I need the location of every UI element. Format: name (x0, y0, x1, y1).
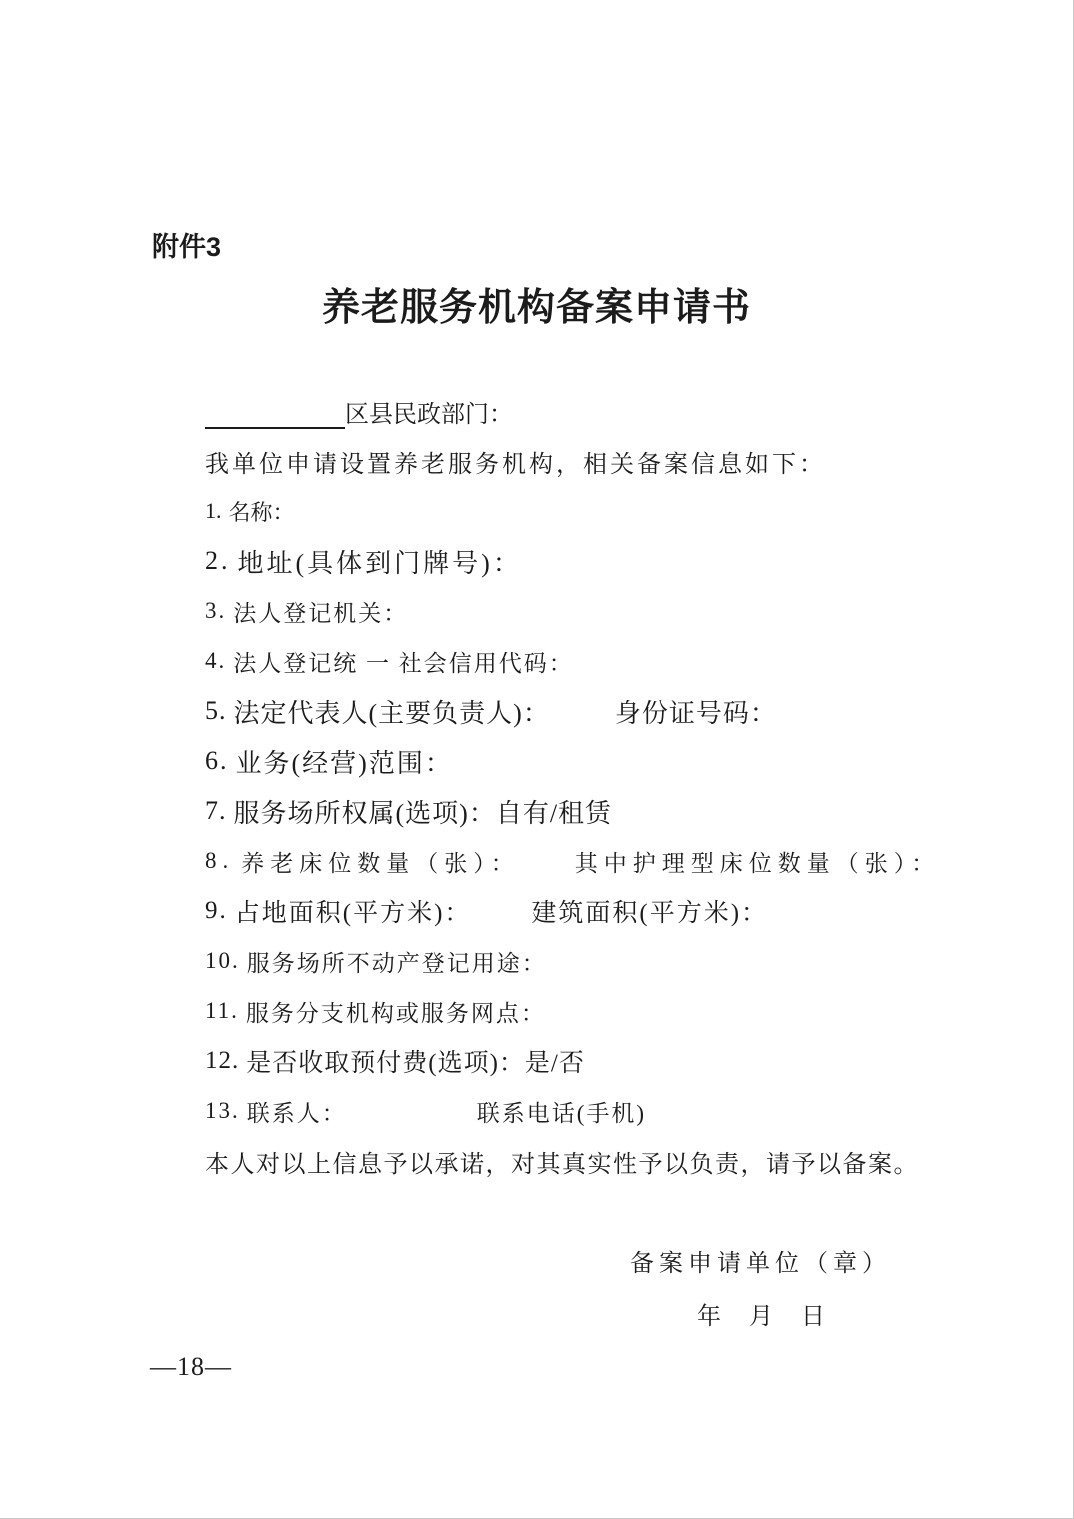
item-label: 法人登记机关： (233, 600, 409, 626)
item-label: 业务(经营)范围： (235, 748, 453, 778)
page-title: 养老服务机构备案申请书 (321, 287, 751, 329)
form-item-5 (205, 686, 1023, 736)
form-item-3 (205, 586, 1023, 636)
item-number: 3. (205, 598, 227, 623)
commitment-line (205, 1136, 1023, 1186)
form-item-12 (205, 1036, 1023, 1086)
item-number: 4. (205, 648, 227, 673)
form-item-6 (205, 736, 1023, 786)
item-label: 养老床位数量（张）： (241, 850, 520, 876)
form-item-13 (205, 1086, 1023, 1136)
attachment-label: 附件3 (152, 232, 222, 262)
item-number: 11. (205, 998, 239, 1023)
item-label: 服务场所不动产登记用途： (246, 950, 547, 976)
item-number: 8. (205, 848, 235, 873)
signature-unit-line: 备案申请单位（章） (630, 1251, 891, 1277)
intro-text: 我单位申请设置养老服务机构，相关备案信息如下： (205, 451, 826, 478)
item-number: 7. (205, 796, 227, 825)
item-label-secondary: 其中护理型床位数量（张）： (574, 850, 941, 876)
item-number: 2. (205, 546, 231, 575)
item-label-secondary: 身份证号码： (614, 698, 777, 728)
item-number: 10. (205, 948, 240, 973)
item-number: 1. (205, 498, 222, 523)
recipient-blank-underline (205, 393, 345, 429)
form-item-11 (205, 986, 1023, 1036)
item-label: 服务场所权属(选项)：自有/租赁 (233, 798, 613, 828)
form-item-2 (205, 536, 1023, 586)
intro-line (205, 436, 1023, 486)
salutation-text: 区县民政部门： (345, 401, 513, 428)
item-label: 法人登记统 一 社会信用代码： (233, 650, 574, 676)
item-label: 是否收取预付费(选项)：是/否 (246, 1050, 585, 1077)
page-number: —18— (150, 1352, 232, 1381)
item-number: 5. (205, 696, 227, 725)
form-item-10 (205, 936, 1023, 986)
form-item-8 (205, 836, 1023, 886)
item-number: 9. (205, 897, 228, 924)
item-label: 占地面积(平方米)： (234, 900, 472, 927)
item-label: 服务分支机构或服务网点： (245, 1000, 546, 1026)
form-item-9 (205, 886, 1023, 936)
form-item-7 (205, 786, 1023, 836)
item-label: 地址(具体到门牌号)： (237, 548, 522, 578)
form-item-1 (205, 486, 1023, 536)
item-number: 12. (205, 1047, 240, 1074)
item-label-secondary: 建筑面积(平方米)： (531, 900, 769, 927)
form-item-4 (205, 636, 1023, 686)
signature-date-line: 年 月 日 (697, 1304, 827, 1330)
salutation-line (205, 386, 1023, 436)
item-label-secondary: 联系电话(手机) (476, 1100, 647, 1126)
item-label: 法定代表人(主要负责人)： (233, 698, 550, 728)
commitment-text: 本人对以上信息予以承诺，对其真实性予以负责，请予以备案。 (205, 1151, 919, 1178)
item-label: 联系人： (246, 1100, 347, 1126)
form-body (205, 386, 1023, 1186)
item-number: 13. (205, 1098, 240, 1123)
item-label: 名称： (228, 499, 295, 525)
item-number: 6. (205, 746, 229, 775)
